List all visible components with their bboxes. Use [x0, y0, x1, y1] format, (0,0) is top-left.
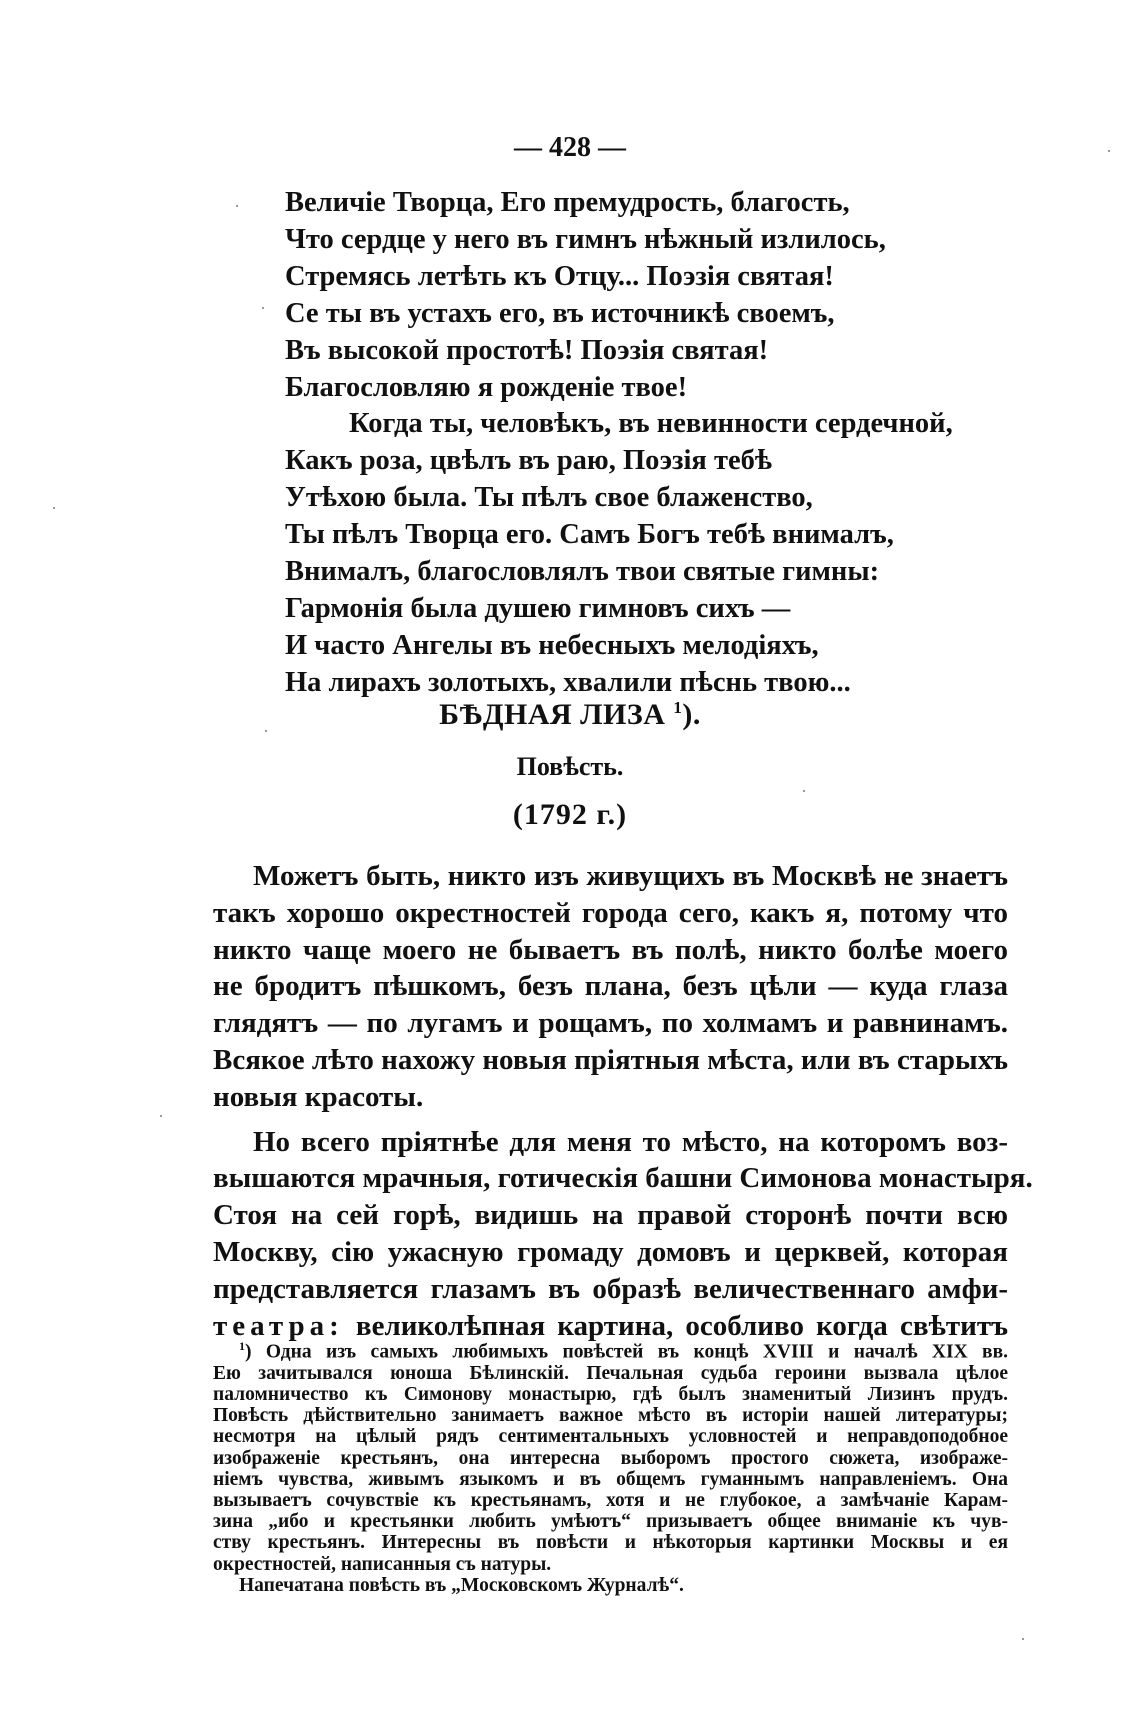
story-title-tail: ).	[682, 698, 701, 731]
scan-speck	[265, 730, 267, 732]
poem-line: Гармонія была душею гимновъ сихъ —	[285, 592, 791, 624]
footnote-line: ству крестьянъ. Интересны въ повѣсти и нѣкоторыя картинки Москвы и ея	[213, 1532, 1008, 1554]
footnote	[213, 1336, 1008, 1596]
footnote-line: ніемъ чувства, живымъ языкомъ и въ общемъ гуманнымъ направленіемъ. Она	[213, 1468, 1008, 1490]
prose-line: Всякое лѣто нахожу новыя пріятныя мѣста, или въ старыхъ	[213, 1043, 1008, 1076]
prose-line: такъ хорошо окрестностей города сего, какъ я, потому что	[213, 896, 1008, 929]
footnote-line: несмотря на цѣлый рядъ сентиментальныхъ условностей и неправдоподобное	[213, 1426, 1008, 1448]
prose-line: представляется глазамъ въ образѣ величественнаго амфи-	[213, 1272, 1008, 1305]
prose-line: глядятъ — по лугамъ и рощамъ, по холмамъ и равнинамъ.	[213, 1007, 1008, 1040]
poem-excerpt	[285, 185, 985, 702]
scan-speck	[236, 205, 238, 207]
prose-line: новыя красоты.	[213, 1080, 424, 1113]
footnote-line	[213, 1336, 1008, 1363]
footnote-line: Повѣсть дѣйствительно занимаетъ важное мѣсто въ исторіи нашей литературы;	[213, 1405, 1008, 1427]
footnote-marker: 1	[239, 1339, 245, 1353]
poem-line: И часто Ангелы въ небесныхъ мелодіяхъ,	[285, 629, 819, 661]
story-title	[0, 698, 1140, 732]
scan-speck	[262, 307, 264, 309]
footnote-line: вызываетъ сочувствіе къ крестьянамъ, хотя и не глубокое, а замѣчаніе Карам-	[213, 1489, 1008, 1511]
poem-line: Какъ роза, цвѣлъ въ раю, Поэзія тебѣ	[285, 445, 772, 477]
poem-line: Когда ты, человѣкъ, въ невинности сердечной,	[349, 408, 953, 440]
footnote-line: Напечатана повѣсть въ „Московскомъ Журналѣ“.	[239, 1574, 684, 1596]
poem-line: Ты пѣлъ Творца его. Самъ Богъ тебѣ внималъ,	[285, 519, 894, 551]
poem-line: Утѣхою была. Ты пѣлъ свое блаженство,	[285, 482, 813, 514]
poem-line: Величіе Творца, Его премудрость, благость,	[285, 187, 850, 218]
scan-speck	[160, 1115, 162, 1117]
prose-line: Можетъ быть, никто изъ живущихъ въ Москвѣ не знаетъ	[253, 860, 1008, 892]
footnote-line: изображеніе крестьянъ, она интересна выборомъ простого сюжета, изображе-	[213, 1447, 1008, 1469]
scan-speck	[1108, 150, 1110, 152]
prose-line: вышаются мрачныя, готическія башни Симонова монастыря.	[213, 1162, 1033, 1195]
footnote-line: Ею зачитывался юноша Бѣлинскій. Печальная судьба героини вызвала цѣлое	[213, 1362, 1008, 1384]
poem-line: Стремясь летѣть къ Отцу... Поэзія святая!	[285, 260, 834, 292]
prose-line: Стоя на сей горѣ, видишь на правой сторонѣ почти всю	[213, 1199, 1008, 1232]
prose-line: Москву, сію ужасную громаду домовъ и церквей, которая	[213, 1235, 1008, 1268]
story-title-text: БѢДНАЯ ЛИЗА	[439, 698, 666, 731]
footnote-line: зина „ибо и крестьянки любить умѣютъ“ призываетъ общее вниманіе къ чув-	[213, 1511, 1008, 1533]
footnote-line-text: ) Одна изъ самыхъ любимыхъ повѣстей въ концѣ XVIII и началѣ XIX вв.	[245, 1341, 1008, 1363]
story-year: (1792 г.)	[512, 798, 628, 831]
scan-speck	[1022, 1638, 1024, 1640]
footnote-reference[interactable]: 1	[673, 698, 683, 717]
scan-speck	[53, 507, 55, 509]
prose-line: Но всего пріятнѣе для меня то мѣсто, на которомъ воз-	[253, 1125, 1008, 1158]
footnote-line: окрестностей, написанныя съ натуры.	[213, 1553, 552, 1575]
poem-line: Въ высокой простотѣ! Поэзія святая!	[285, 334, 769, 366]
story-subtitle: Повѣсть.	[516, 752, 624, 781]
story-text	[213, 858, 1033, 1344]
poem-line: Се ты въ устахъ его, въ источникѣ своемъ,	[285, 297, 835, 329]
prose-line: не бродитъ пѣшкомъ, безъ плана, безъ цѣли — куда глаза	[213, 970, 1008, 1003]
footnote-line: паломничество къ Симонову монастырю, гдѣ былъ знаменитый Лизинъ прудъ.	[213, 1383, 1008, 1405]
prose-line-rest: великолѣпная картина, особливо когда свѣтитъ	[343, 1309, 1008, 1342]
poem-line: На лирахъ золотыхъ, хвалили пѣснь твою...	[285, 666, 851, 698]
poem-line: Внималъ, благословлялъ твои святые гимны:	[285, 556, 880, 588]
poem-line: Что сердце у него въ гимнъ нѣжный излилось,	[285, 223, 886, 255]
poem-line: Благословляю я рожденіе твое!	[285, 371, 688, 403]
spaced-word: театра:	[213, 1309, 344, 1342]
prose-line: никто чаще моего не бываетъ въ полѣ, никто болѣе моего	[213, 933, 1008, 966]
scan-speck	[803, 790, 805, 792]
page-number: — 428 —	[514, 132, 626, 163]
